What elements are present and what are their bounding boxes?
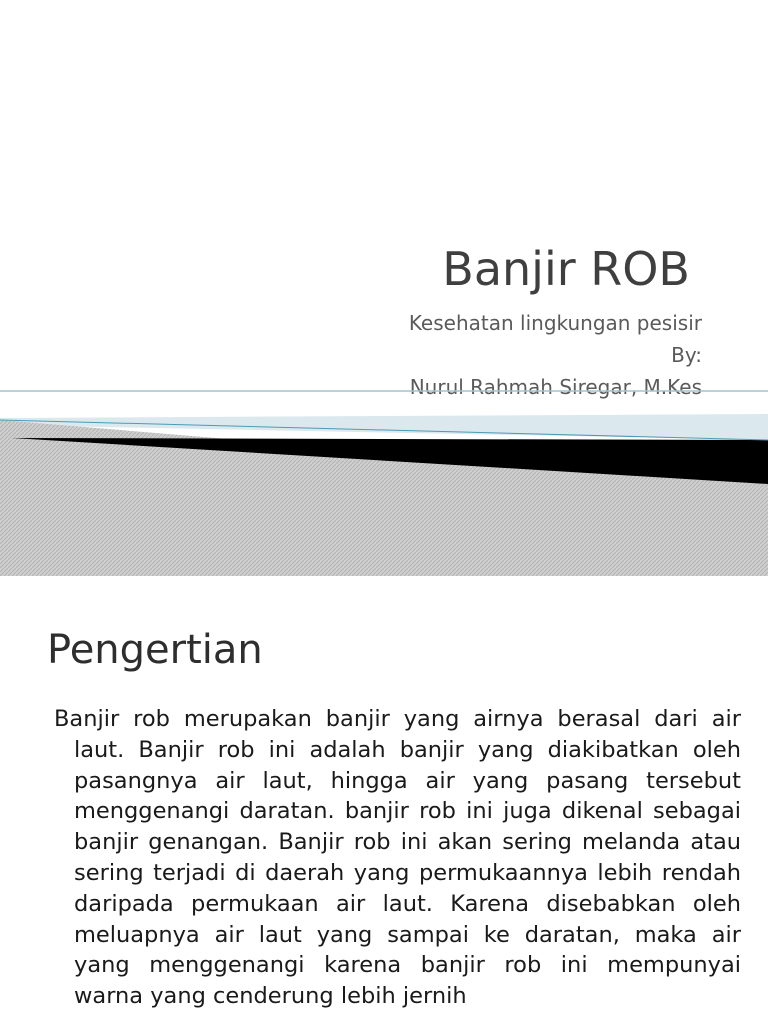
slide-title: Banjir ROB: [442, 242, 690, 296]
slide-subtitle-topic: Kesehatan lingkungan pesisir: [408, 311, 702, 335]
slide-subtitle-author: Nurul Rahmah Siregar, M.Kes: [409, 375, 702, 399]
slide-subtitle-by: By:: [671, 343, 702, 367]
decorative-wedge-band: [0, 380, 768, 576]
slide-heading: Pengertian: [47, 627, 263, 673]
slide-body-text: Banjir rob merupakan banjir yang airnya berasal dari air laut. Banjir rob ini adalah banjir yang diakibatkan oleh pasangnya air laut, hingga air yang pasang tersebut menggenangi daratan. banjir rob ini juga dikenal sebagai banjir genangan. Banjir rob ini akan sering melanda atau sering terjadi di daerah yang permukaannya lebih rendah daripada permukaan air laut. Karena disebabkan oleh meluapnya air laut yang sampai ke daratan, maka air yang menggenangi karena banjir rob ini mempunyai warna yang cenderung lebih jernih: [54, 706, 741, 1010]
slide-definition: [0, 576, 768, 1024]
